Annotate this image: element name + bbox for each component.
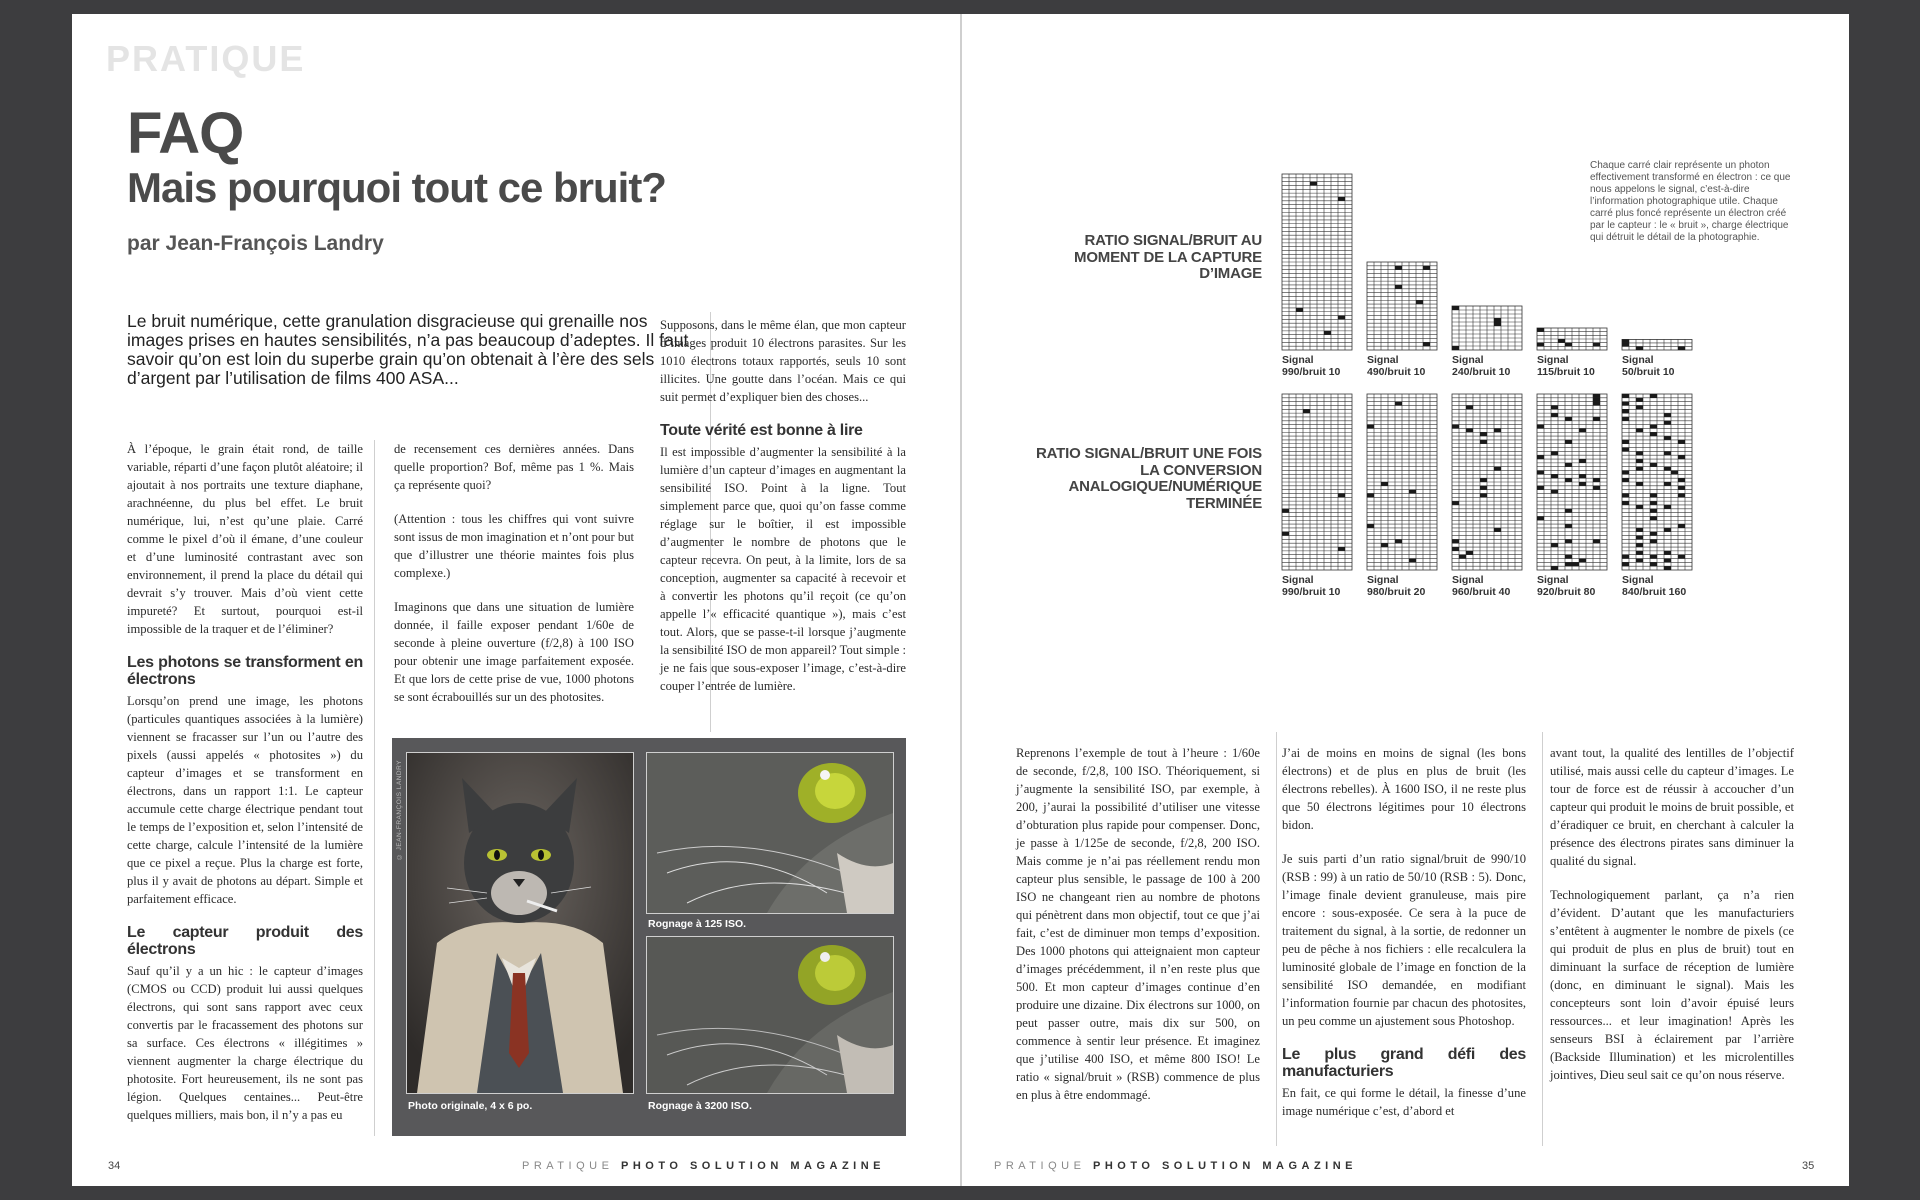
chart-bar <box>1282 394 1352 570</box>
paragraph: À l’époque, le grain était rond, de taille variable, réparti d’une façon plutôt aléatoire; il ajoutait à nos portraits une texture diaphane, arachnéenne, du plus bel effet. Le bruit numérique, lui, n’est qu’une plaie. Carré comme le pixel d’où il émane, d’une couleur et d’une luminosité contrastant avec son environnement, il prend la place du détail qui devrait s’y trouver. Mais d’où vient cette impureté? Et surtout, pourquoi est-il impossible de la traquer et de l’éliminer? <box>127 442 363 636</box>
page-number: 35 <box>1802 1160 1815 1172</box>
body-column-3 <box>660 316 906 695</box>
bar-label: 980/bruit 20 <box>1367 586 1426 598</box>
column-rule <box>1542 732 1543 1146</box>
byline: par Jean-François Landry <box>127 232 384 255</box>
chart-bar <box>1622 394 1692 570</box>
article-title: Mais pourquoi tout ce bruit? <box>127 164 666 211</box>
chart-row-label: RATIO SIGNAL/BRUIT AU MOMENT DE LA CAPTURE D’IMAGE <box>1074 232 1262 282</box>
chart-bar <box>1622 339 1692 350</box>
bar-label: 840/bruit 160 <box>1622 586 1687 598</box>
cat-eye-noisy-closeup-image <box>647 937 893 1093</box>
paragraph: Lorsqu’on prend une image, les photons (particules quantiques associées à la lumière) viennent se fracasser sur l’un ou l’autre des pixels (aussi appelés « photosites ») du capteur d’images et se transforment en électrons, dans un rapport 1:1. Le capteur accumule cette charge électrique pendant tout le temps de l’exposition et, selon l’intensité de cette charge, calcule l’intensité de la lumière que ce pixel a reçue. Plus la charge est forte, plus il y avait de photons au départ. Simple et parfaitement efficace. <box>127 694 363 906</box>
footer-magazine: PHOTO SOLUTION MAGAZINE <box>620 1160 886 1172</box>
subheading: Le plus grand défi des manufacturiers <box>1282 1046 1526 1080</box>
bar-label: Signal <box>1452 574 1484 586</box>
body-column-1 <box>1016 744 1260 1104</box>
bar-label: 115/bruit 10 <box>1537 366 1595 378</box>
paragraph: Supposons, dans le même élan, que mon capteur d’images produit 10 électrons parasites. Sur les 1010 électrons totaux rapportés, seuls 10 sont illicites. Une goutte dans l’océan. Mais ce qui suit permet d’expliquer bien des choses... <box>660 318 906 404</box>
bar-label: 960/bruit 40 <box>1452 586 1511 598</box>
chart-bar <box>1282 174 1352 350</box>
chart-bar <box>1452 306 1522 350</box>
footer-section: PRATIQUE <box>994 1160 1086 1172</box>
page-number: 34 <box>108 1160 121 1172</box>
bar-label: Signal <box>1622 354 1654 366</box>
column-rule <box>1276 732 1277 1146</box>
subheading: Toute vérité est bonne à lire <box>660 422 863 439</box>
bar-label: 920/bruit 80 <box>1537 586 1596 598</box>
paragraph: (Attention : tous les chiffres qui vont suivre sont issus de mon imagination et n’ont pour but que d’illustrer une théorie maintes fois plus complexe.) <box>394 512 634 580</box>
column-rule <box>374 440 375 1136</box>
bar-label: Signal <box>1622 574 1654 586</box>
blacksad-figure-image <box>407 753 633 1093</box>
original-photo <box>406 752 634 1094</box>
bar-label: 990/bruit 10 <box>1282 586 1341 598</box>
crop-3200-photo <box>646 936 894 1094</box>
photo-panel <box>392 738 906 1136</box>
paragraph: Je suis parti d’un ratio signal/bruit de 990/10 (RSB : 99) à un ratio de 50/10 (RSB : 5). Donc, l’image finale devient granuleuse, mais pire encore : sous-exposée. Ce sera à la puce de traitement du signal, à la sortie, de redonner un peu de pêche à nos fichiers : elle recalculera la luminosité globale de l’image en fonction de la sensibilité ISO demandée, en modifiant l’information fournie par chacun des photosites, un peu comme un ajustement sous Photoshop. <box>1282 852 1526 1028</box>
paragraph: Reprenons l’exemple de tout à l’heure : 1/60e de seconde, f/2,8, 100 ISO. Théoriquement, si j’augmente la sensibilité ISO, par exemple, à 200, j’aurai la possibilité d’utiliser une vitesse d’obturation plus rapide pour compenser. Donc, je passe à 1/125e de seconde, f/2,8, 200 ISO. Mais comme je n’ai pas réellement rendu mon capteur plus sensible, le passage de 100 à 200 ISO ne changeant rien au nombre de photons qui pénètrent dans mon objectif, tout ce que j’ai fait, c’est de diminuer mon temps d’exposition. Des 1000 photons qui atteignaient mon capteur d’images précédemment, il n’en reste plus que 500. Et mon capteur d’images continue d’en produire une dizaine. Dix électrons sur 1000, on peut passer outre, mais dix sur 500, on commence à sentir leur présence. Et imaginez que j’utilise 400 ISO, et même 800 ISO! Le ratio « signal/bruit » (RSB) commence de plus en plus à être endommagé. <box>1016 746 1260 1102</box>
chart-row-label: RATIO SIGNAL/BRUIT UNE FOIS LA CONVERSION ANALOGIQUE/NUMÉRIQUE TERMINÉE <box>1036 445 1262 512</box>
body-column-2 <box>394 440 634 706</box>
paragraph: Imaginons que dans une situation de lumière donnée, il faille exposer pendant 1/60e de seconde à pleine ouverture (f/2,8) à 100 ISO pour obtenir une image parfaitement exposée. Et que lors de cette prise de vue, 1000 photons se sont écrabouillés sur un des photosites. <box>394 600 634 704</box>
bar-label: Signal <box>1537 354 1569 366</box>
running-footer <box>994 1160 1357 1172</box>
bar-label: 240/bruit 10 <box>1452 366 1511 378</box>
bar-label: Signal <box>1282 574 1314 586</box>
footer-section: PRATIQUE <box>522 1160 614 1172</box>
chart-bar <box>1367 394 1437 570</box>
subheading: Les photons se transforment en électrons <box>127 654 363 688</box>
paragraph: J’ai de moins en moins de signal (les bons électrons) et de plus en plus de bruit (les électrons rebelles). À 1600 ISO, il ne reste plus que 50 électrons légitimes pour 10 électrons bidon. <box>1282 746 1526 832</box>
body-column-1 <box>127 440 363 1124</box>
left-page <box>72 14 960 1186</box>
paragraph: En fait, ce qui forme le détail, la finesse d’une image numérique c’est, d’abord et <box>1282 1086 1526 1118</box>
photo-credit: © JEAN-FRANÇOIS LANDRY <box>396 760 403 861</box>
cat-eye-closeup-image <box>647 753 893 913</box>
chart-bar <box>1537 394 1607 570</box>
chart-bar <box>1452 394 1522 570</box>
paragraph: Sauf qu’il y a un hic : le capteur d’images (CMOS ou CCD) produit lui aussi quelques électrons, qui sont sans rapport avec ceux convertis par le fracassement des photons sur sa surface. Ces électrons « illégitimes » viennent augmenter la charge électrique du photosite. Fort heureusement, ils ne sont pas légion. Quelques centaines... Peut-être quelques milliers, mais bon, il n’y a pas eu <box>127 964 363 1122</box>
photo-caption: Rognage à 3200 ISO. <box>648 1100 752 1112</box>
faq-heading: FAQ <box>127 101 244 166</box>
crop-125-photo <box>646 752 894 914</box>
body-column-2 <box>1282 744 1526 1120</box>
bar-label: Signal <box>1367 574 1399 586</box>
paragraph: Il est impossible d’augmenter la sensibilité à la lumière d’un capteur d’images en augmentant la sensibilité ISO. Point à la ligne. Tout simplement parce que, quoi qu’on fasse comme réglage sur le boîtier, il est impossible d’augmenter le nombre de photons que le capteur recevra. On peut, à la limite, lors de sa conception, augmenter sa capacité à recevoir et à convertir les photons qu’il reçoit (ce qu’on appelle l’« efficacité quantique »), mais c’est tout. Alors, que se passe-t-il lorsque j’augmente la sensibilité ISO de mon appareil? Tout simple : je ne fais que sous-exposer l’image, c’est-à-dire couper l’entrée de lumière. <box>660 445 906 693</box>
paragraph: avant tout, la qualité des lentilles de l’objectif utilisé, mais aussi celle du capteur d’images. Le tour de force est de réussir à accoucher d’un capteur qui produit le moins de bruit possible, et d’éradiquer ce bruit, en cherchant à calculer la présence des électrons pirates sans diminuer la qualité du signal. <box>1550 746 1794 868</box>
chart-bar <box>1367 262 1437 350</box>
right-page <box>962 14 1849 1186</box>
bar-label: 490/bruit 10 <box>1367 366 1426 378</box>
paragraph: Technologiquement parlant, ça n’a rien d’évident. D’autant que les manufacturiers s’entêtent à augmenter le nombre de pixels (ce qui produit de plus en plus de bruit) tout en diminuant la surface de réception de lumière (donc, en diminuant le signal). Mais les concepteurs sont loin d’avoir épuisé leurs ressources... et leur imagination! Après les senseurs BSI à éclairement par l’arrière (Backside Illumination) et les microlentilles jointives, Dieu seul sait ce qu’on nous réserve. <box>1550 888 1794 1082</box>
bar-label: Signal <box>1537 574 1569 586</box>
section-tag: PRATIQUE <box>106 38 306 79</box>
bar-label: 990/bruit 10 <box>1282 366 1341 378</box>
bar-label: 50/bruit 10 <box>1622 366 1675 378</box>
chart-bar <box>1537 328 1607 350</box>
subheading: Le capteur produit des électrons <box>127 924 363 958</box>
chart-legend-note: Chaque carré clair représente un photon effectivement transformé en électron : ce que nous appelons le signal, c’est-à-dire l’information photographique utile. Chaque carré plus foncé représente un électron créé par le capteur : le « bruit », charge électrique qui détruit le détail de la photographie. <box>1590 160 1791 243</box>
running-footer <box>522 1160 885 1172</box>
bar-label: Signal <box>1452 354 1484 366</box>
photo-caption: Photo originale, 4 x 6 po. <box>408 1100 533 1112</box>
footer-magazine: PHOTO SOLUTION MAGAZINE <box>1092 1160 1358 1172</box>
photo-caption: Rognage à 125 ISO. <box>648 918 747 930</box>
bar-label: Signal <box>1282 354 1314 366</box>
lede: Le bruit numérique, cette granulation disgracieuse qui grenaille nos images prises en hautes sensibilités, n’a pas beaucoup d’adeptes. Il faut savoir qu’on est loin du superbe grain qu’on obtenait à l’ère des sels d’argent par l’utilisation de films 400 ASA... <box>127 311 689 388</box>
body-column-3 <box>1550 744 1794 1084</box>
bar-label: Signal <box>1367 354 1399 366</box>
paragraph: de recensement ces dernières années. Dans quelle proportion? Bof, même pas 1 %. Mais ça représente quoi? <box>394 442 634 492</box>
